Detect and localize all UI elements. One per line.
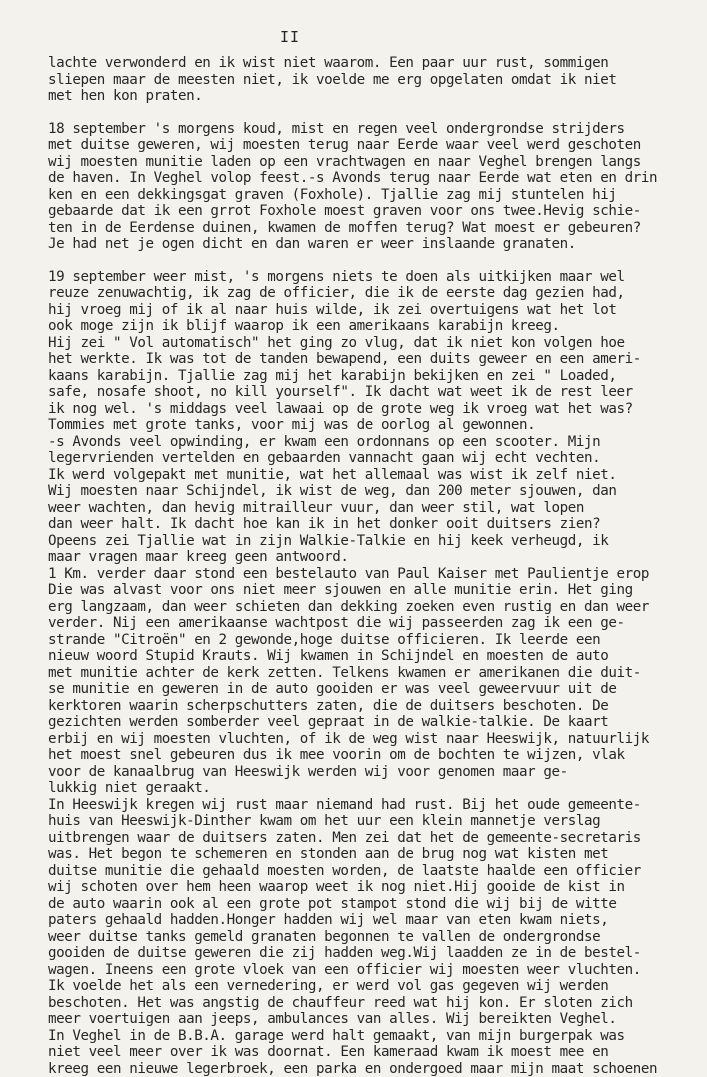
text-line: In Veghel in de B.B.A. garage werd halt gemaakt, van mijn burgerpak was: [48, 1028, 704, 1045]
text-line: ten in de Eerdense duinen, kwamen de moffen terug? Wat moest er gebeuren?: [48, 220, 704, 237]
text-line: dan weer halt. Ik dacht hoe kan ik in het donker ooit duitsers zien?: [48, 516, 704, 533]
text-line: Wij moesten naar Schijndel, ik wist de weg, dan 200 meter sjouwen, dan: [48, 483, 704, 500]
text-line: erg langzaam, dan weer schieten dan dekking zoeken even rustig en dan weer: [48, 599, 704, 616]
text-line: beschoten. Het was angstig de chauffeur reed wat hij kon. Er sloten zich: [48, 995, 704, 1012]
text-line: meer voertuigen aan jeeps, ambulances van alles. Wij bereikten Veghel.: [48, 1011, 704, 1028]
text-line: Die was alvast voor ons niet meer sjouwen en alle munitie erin. Het ging: [48, 582, 704, 599]
text-line: de auto waarin ook al een grote pot stampot stond die wij bij de witte: [48, 896, 704, 913]
text-line: Tommies met grote tanks, voor mij was de oorlog al gewonnen.: [48, 417, 704, 434]
text-line: -s Avonds veel opwinding, er kwam een ordonnans op een scooter. Mijn: [48, 434, 704, 451]
body-text: [48, 55, 704, 1077]
paragraph-gap: [48, 253, 704, 269]
text-line: Ik werd volgepakt met munitie, wat het allemaal was wist ik zelf niet.: [48, 467, 704, 484]
text-line: ken en een dekkingsgat graven (Foxhole). Tjallie zag mij stuntelen hij: [48, 187, 704, 204]
text-line: strande "Citroën" en 2 gewonde,hoge duitse officieren. Ik leerde een: [48, 632, 704, 649]
text-line: Opeens zei Tjallie wat in zijn Walkie-Talkie en hij keek verheugd, ik: [48, 533, 704, 550]
text-line: niet veel meer over ik was doornat. Een kameraad kwam ik moest mee en: [48, 1044, 704, 1061]
text-line: kreeg een nieuwe legerbroek, een parka en ondergoed maar mijn maat schoenen: [48, 1061, 704, 1077]
paragraph-3: [48, 269, 704, 1077]
text-line: legervrienden vertelden en gebaarden vannacht gaan wij echt vechten.: [48, 450, 704, 467]
text-line: safe, nosafe shoot, no kill yourself". Ik dacht wat weet ik de rest leer: [48, 384, 704, 401]
text-line: gebaarde dat ik een grrot Foxhole moest graven voor ons twee.Hevig schie-: [48, 203, 704, 220]
text-line: sliepen maar de meesten niet, ik voelde me erg opgelaten omdat ik niet: [48, 72, 704, 89]
text-line: reuze zenuwachtig, ik zag de officier, die ik de eerste dag gezien had,: [48, 285, 704, 302]
text-line: weer wachten, dan hevig mitrailleur vuur, dan weer stil, wat lopen: [48, 500, 704, 517]
text-line: duitse munitie die gehaald moesten worden, de laatste haalde een officier: [48, 863, 704, 880]
paragraph-2: [48, 121, 704, 253]
text-line: se munitie en geweren in de auto gooiden er was veel geweervuur uit de: [48, 681, 704, 698]
text-line: huis van Heeswijk-Dinther kwam om het uur een klein mannetje verslag: [48, 813, 704, 830]
text-line: Je had net je ogen dicht en dan waren er weer inslaande granaten.: [48, 236, 704, 253]
text-line: de haven. In Veghel volop feest.-s Avonds terug naar Eerde wat eten en drin: [48, 170, 704, 187]
text-line: wagen. Ineens een grote vloek van een officier wij moesten weer vluchten.: [48, 962, 704, 979]
text-line: maar vragen maar kreeg geen antwoord.: [48, 549, 704, 566]
text-line: paters gehaald hadden.Honger hadden wij wel maar van eten kwam niets,: [48, 912, 704, 929]
text-line: verder. Nij een amerikaanse wachtpost die wij passeerden zag ik een ge-: [48, 615, 704, 632]
text-line: wij moesten munitie laden op een vrachtwagen en naar Veghel brengen langs: [48, 154, 704, 171]
paragraph-gap: [48, 105, 704, 121]
text-line: wij schoten over hem heen waarop weet ik nog niet.Hij gooide de kist in: [48, 879, 704, 896]
paragraph-1: [48, 55, 704, 105]
text-line: 1 Km. verder daar stond een bestelauto van Paul Kaiser met Paulientje erop: [48, 566, 704, 583]
text-line: met munitie achter de kerk zetten. Telkens kwamen er amerikanen die duit-: [48, 665, 704, 682]
text-line: kerktoren waarin scherpschutters zaten, die de duitsers beschoten. De: [48, 698, 704, 715]
text-line: kaans karabijn. Tjallie zag mij het karabijn bekijken en zei " Loaded,: [48, 368, 704, 385]
text-line: In Heeswijk kregen wij rust maar niemand had rust. Bij het oude gemeente-: [48, 797, 704, 814]
text-line: 19 september weer mist, 's morgens niets te doen als uitkijken maar wel: [48, 269, 704, 286]
text-line: het moest snel gebeuren dus ik mee voorin om de bochten te wijzen, vlak: [48, 747, 704, 764]
text-line: gooiden de duitse geweren die zij hadden weg.Wij laadden ze in de bestel-: [48, 945, 704, 962]
text-line: met hen kon praten.: [48, 88, 704, 105]
text-line: nieuw woord Stupid Krauts. Wij kwamen in Schijndel en moesten de auto: [48, 648, 704, 665]
text-line: hij vroeg mij of ik al naar huis wilde, ik zei overtuigens wat het lot: [48, 302, 704, 319]
text-line: lachte verwonderd en ik wist niet waarom. Een paar uur rust, sommigen: [48, 55, 704, 72]
text-line: ook moge zijn ik blijf waarop ik een amerikaans karabijn kreeg.: [48, 318, 704, 335]
text-line: met duitse geweren, wij moesten terug naar Eerde waar veel werd geschoten: [48, 137, 704, 154]
text-line: uitbrengen waar de duitsers zaten. Men zei dat het de gemeente-secretaris: [48, 830, 704, 847]
text-line: 18 september 's morgens koud, mist en regen veel ondergrondse strijders: [48, 121, 704, 138]
text-line: erbij en wij moesten vluchten, of ik de weg wist naar Heeswijk, natuurlijk: [48, 731, 704, 748]
text-line: Ik voelde het als een vernedering, er werd vol gas gegeven wij werden: [48, 978, 704, 995]
page-number: II: [280, 28, 300, 46]
text-line: ik nog wel. 's middags veel lawaai op de grote weg ik vroeg wat het was?: [48, 401, 704, 418]
text-line: voor de kanaalbrug van Heeswijk werden wij voor genomen maar ge-: [48, 764, 704, 781]
text-line: gezichten werden somberder veel gepraat in de walkie-talkie. De kaart: [48, 714, 704, 731]
text-line: lukkig niet geraakt.: [48, 780, 704, 797]
text-line: was. Het begon te schemeren en stonden aan de brug nog wat kisten met: [48, 846, 704, 863]
text-line: weer duitse tanks gemeld granaten begonnen te vallen de ondergrondse: [48, 929, 704, 946]
text-line: het werkte. Ik was tot de tanden bewapend, een duits geweer en een ameri-: [48, 351, 704, 368]
text-line: Hij zei " Vol automatisch" het ging zo vlug, dat ik niet kon volgen hoe: [48, 335, 704, 352]
